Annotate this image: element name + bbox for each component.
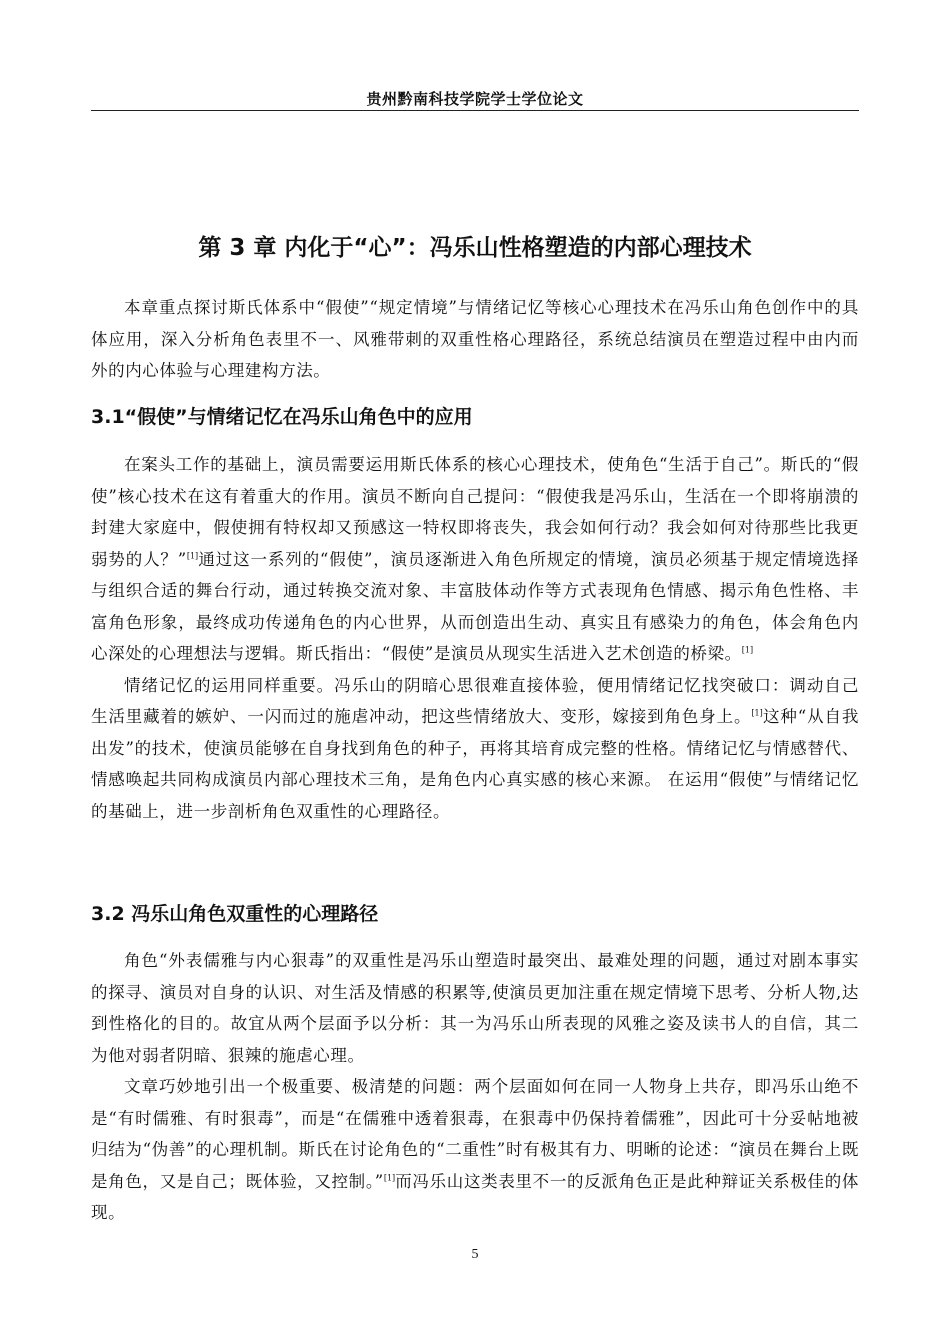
paragraph: 角色“外表儒雅与内心狠毒”的双重性是冯乐山塑造时最突出、最难处理的问题，通过对剧本事实的探寻、演员对自身的认识、对生活及情感的积累等,使演员更加注重在规定情境下思考、分析人物,达到性格化的目的。故宜从两个层面予以分析：其一为冯乐山所表现的风雅之姿及读书人的自信，其二为他对弱者阴暗、狠辣的施虐心理。	[91, 951, 859, 1065]
header-rule	[91, 110, 859, 111]
running-header: 贵州黔南科技学院学士学位论文	[366, 90, 584, 108]
citation-mark: [1]	[186, 551, 199, 560]
paragraph-text: 而冯乐山这类表里不一的反派角色正是此种辩证关系极佳的体现。	[91, 1171, 859, 1222]
intro-paragraph: 本章重点探讨斯氏体系中“假使”“规定情境”与情绪记忆等核心心理技术在冯乐山角色创作中的具体应用，深入分析角色表里不一、风雅带刺的双重性格心理路径，系统总结演员在塑造过程中由内而外的内心体验与心理建构方法。	[91, 298, 859, 380]
paragraph	[91, 670, 859, 828]
paragraph-text: 通过这一系列的“假使”，演员逐渐进入角色所规定的情境，演员必须基于规定情境选择与组织合适的舞台行动，通过转换交流对象、丰富肢体动作等方式表现角色情感、揭示角色性格、丰富角色形象，最终成功传递角色的内心世界，从而创造出生动、真实且有感染力的角色，体会角色内心深处的心理想法与逻辑。斯氏指出：“假使”是演员从现实生活进入艺术创造的桥梁。	[91, 549, 859, 663]
citation-mark: [1]	[741, 645, 754, 655]
section-3-2-title: 3.2 冯乐山角色双重性的心理路径	[91, 903, 379, 925]
paragraph-text: 这种“从自我出发”的技术，使演员能够在自身找到角色的种子，再将其培育成完整的性格。情绪记忆与情感替代、情感唤起共同构成演员内部心理技术三角，是角色内心真实感的核心来源。 在运用“假使”与情绪记忆的基础上，进一步剖析角色双重性的心理路径。	[91, 707, 859, 821]
paragraph-text: 在案头工作的基础上，演员需要运用斯氏体系的核心心理技术，使角色“生活于自己”。斯氏的“假使”核心技术在这有着重大的作用。演员不断向自己提问：“假使我是冯乐山，生活在一个即将崩溃的封建大家庭中，假使拥有特权却又预感这一特权即将丧失，我会如何行动？我会如何对待那些比我更弱势的人？”	[91, 455, 859, 569]
paragraph-text: 情绪记忆的运用同样重要。冯乐山的阴暗心思很难直接体验，便用情绪记忆找突破口：调动自己生活里藏着的嫉妒、一闪而过的施虐冲动，把这些情绪放大、变形，嫁接到角色身上。	[91, 675, 859, 726]
section-3-1-body	[91, 449, 859, 827]
paragraph-text: 文章巧妙地引出一个极重要、极清楚的问题：两个层面如何在同一人物身上共存，即冯乐山绝不是“有时儒雅、有时狠毒”，而是“在儒雅中透着狠毒，在狠毒中仍保持着儒雅”，因此可十分妥帖地被归结为“伪善”的心理机制。斯氏在讨论角色的“二重性”时有极其有力、明晰的论述：“演员在舞台上既是角色，又是自己；既体验，又控制。”	[91, 1077, 859, 1191]
chapter-title: 第 3 章 内化于“心”：冯乐山性格塑造的内部心理技术	[198, 235, 752, 261]
paragraph	[91, 449, 859, 670]
citation-mark: [1]	[383, 1173, 396, 1182]
paragraph	[91, 1071, 859, 1229]
section-3-1-title: 3.1“假使”与情绪记忆在冯乐山角色中的应用	[91, 406, 473, 428]
citation-mark: [1]	[751, 708, 763, 718]
page-number: 5	[471, 1247, 479, 1262]
chapter-intro	[91, 292, 859, 387]
section-3-2-body	[91, 945, 859, 1229]
